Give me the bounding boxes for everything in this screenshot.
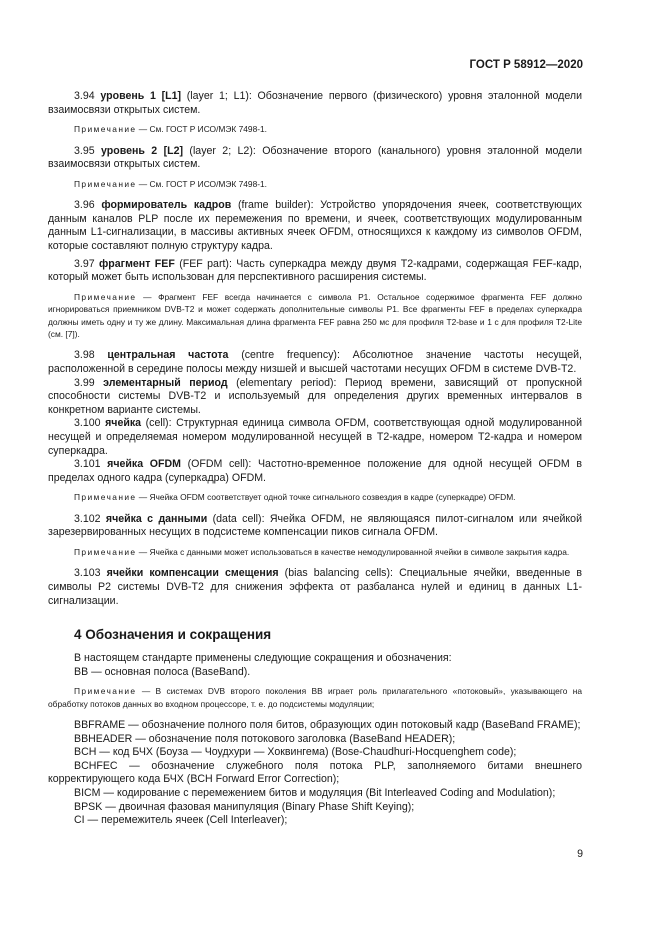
page-number: 9 — [577, 848, 583, 860]
document-header: ГОСТ Р 58912—2020 — [469, 59, 583, 71]
section-heading: 4 Обозначения и сокращения — [74, 627, 272, 643]
section-intro: В настоящем стандарте применены следующие сокращения и обозначения: — [74, 652, 452, 665]
definition-3-96: 3.96 формирователь кадров (frame builder): Устройство упорядочения ячеек, соответствующих данным каналов PLP после их перемежения по времени, и ячеек, соответствующих модулированным данным L1-сигнализации, в массивы активных ячеек OFDM, относящихся к каждому из символов OFDM, которые составляют полную структуру кадра. — [48, 199, 582, 252]
note: Примечание — См. ГОСТ Р ИСО/МЭК 7498-1. — [74, 178, 268, 189]
definition-3-94: 3.94 уровень 1 [L1] (layer 1; L1): Обозначение первого (физического) уровня эталонной модели взаимосвязи открытых систем. — [48, 90, 582, 116]
abbrev-item: BICM — кодирование с перемежением битов и модуляция (Bit Interleaved Coding and Modulation); — [74, 787, 556, 800]
abbrev-item: BCH — код БЧХ (Боуза — Чоудхури — Хоквингема) (Bose-Chaudhuri-Hocquenghem code); — [74, 746, 517, 759]
note: Примечание — Ячейка с данными может использоваться в качестве немодулированной ячейки в символе закрытия кадра. — [74, 546, 570, 557]
abbrev-item: BBHEADER — обозначение поля потокового заголовка (BaseBand HEADER); — [74, 732, 456, 745]
abbrev-item: BPSK — двоичная фазовая манипуляция (Binary Phase Shift Keying); — [74, 800, 415, 813]
definition-3-97: 3.97 фрагмент FEF (FEF part): Часть суперкадра между двумя T2-кадрами, содержащая FEF-кадр, который может быть использован для перспективного расширения системы. — [48, 257, 582, 284]
definition-3-103: 3.103 ячейки компенсации смещения (bias balancing cells): Специальные ячейки, введенные в символы P2 системы DVB-T2 для снижения эффекта от разбаланса нулей и единиц в данных L1-сигнализации. — [48, 567, 583, 607]
note: Примечание — См. ГОСТ Р ИСО/МЭК 7498-1. — [74, 124, 268, 135]
definition-3-101: 3.101 ячейка OFDM (OFDM cell): Частотно-временное положение для одной несущей OFDM в пределах одного кадра (суперкадра) OFDM. — [48, 458, 582, 484]
definition-3-95: 3.95 уровень 2 [L2] (layer 2; L2): Обозначение второго (канального) уровня эталонной модели взаимосвязи открытых систем. — [48, 144, 582, 171]
abbrev-bb: BB — основная полоса (BaseBand). — [74, 665, 251, 678]
definition-3-102: 3.102 ячейка с данными (data cell): Ячейка OFDM, не являющаяся пилот-сигналом или ячейкой зарезервированных несущих в подсистеме компенсации пиков сигнала OFDM. — [48, 512, 582, 539]
abbrev-item: CI — перемежитель ячеек (Cell Interleaver); — [74, 814, 288, 827]
definition-3-100: 3.100 ячейка (cell): Структурная единица символа OFDM, соответствующая одной модулированной несущей и определяемая номером модулированной несущей в T2-кадре, номером T2-кадра и номером суперкадра. — [48, 417, 582, 457]
note: Примечание — Фрагмент FEF всегда начинается с символа P1. Остальное содержимое фрагмента FEF должно игнорироваться приемником DVB-T2 и может содержать дополнительные символы P1. Все фрагменты FEF в пределах суперкадра должны иметь одну и ту же длину. Максимальная длина фрагмента FEF равна 250 мс для профиля T2-base и 1 с для профиля T2-Lite (см. [7]). — [48, 291, 582, 339]
page-content — [48, 90, 582, 828]
note: Примечание — В системах DVB второго поколения BB играет роль прилагательного «потоковый», указывающего на обработку потоков данных во входном процессоре, т. е. до подсистемы модуляции; — [48, 686, 582, 709]
definition-3-98: 3.98 центральная частота (centre frequency): Абсолютное значение частоты несущей, расположенной в середине полосы между низшей и высшей частотами несущих OFDM в системе DVB-T2. — [48, 349, 582, 375]
note: Примечание — Ячейка OFDM соответствует одной точке сигнального созвездия в кадре (суперкадре) OFDM. — [74, 492, 516, 503]
definition-3-99: 3.99 элементарный период (elementary period): Период времени, зависящий от пропускной способности системы DVB-T2 и используемый для определения других временных интервалов в конкретном варианте системы. — [48, 376, 582, 416]
abbrev-item: BCHFEC — обозначение служебного поля потока PLP, заполняемого битами внешнего корректирующего кода БЧХ (BCH Forward Error Correction); — [48, 759, 582, 786]
abbrev-item: BBFRAME — обозначение полного поля битов, образующих один потоковый кадр (BaseBand FRAME); — [74, 719, 581, 732]
